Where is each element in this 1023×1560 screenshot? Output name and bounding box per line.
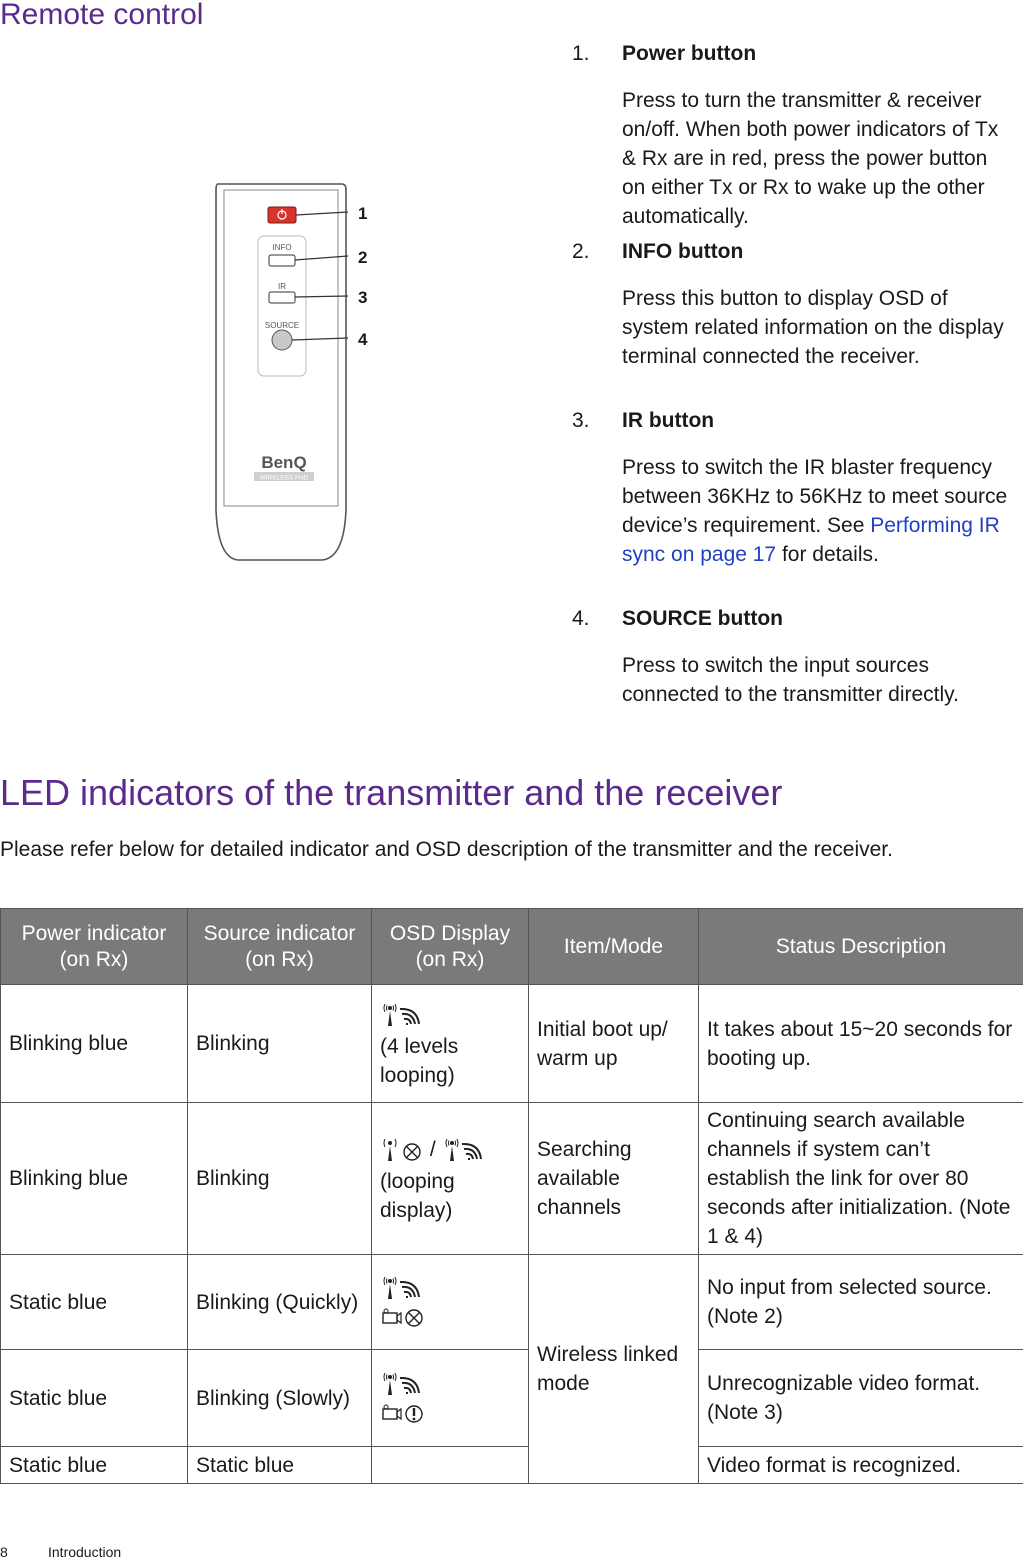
column-header: Power indicator (on Rx)	[1, 909, 188, 985]
info-button-description: Press this button to display OSD of system related information on the display terminal connected the receiver.	[622, 287, 1004, 368]
ir-button-title: IR button	[622, 409, 715, 432]
power-indicator-cell: Static blue	[1, 1255, 188, 1350]
signal-levels-icon	[380, 1371, 426, 1397]
ir-sync-link[interactable]: Performing IR sync on page 17	[622, 514, 1000, 566]
osd-display-cell	[372, 1255, 529, 1350]
source-button-description: Press to switch the input sources connected to the transmitter directly.	[622, 654, 959, 706]
table-row	[1, 1103, 1023, 1255]
ir-label: IR	[278, 282, 286, 291]
remote-control-heading: Remote control	[0, 0, 204, 31]
item-number: 2.	[572, 240, 590, 263]
led-indicators-heading: LED indicators of the transmitter and the receiver	[0, 772, 783, 813]
power-indicator-cell: Blinking blue	[1, 1103, 188, 1255]
status-description-cell: Video format is recognized.	[699, 1447, 1023, 1484]
source-indicator-cell: Static blue	[188, 1447, 372, 1484]
source-indicator-cell: Blinking (Slowly)	[188, 1350, 372, 1447]
callout-2: 2	[358, 248, 368, 267]
table-header-row	[1, 909, 1023, 985]
table-row	[1, 1447, 1023, 1484]
osd-display-note: (looping display)	[380, 1169, 455, 1222]
intro-text: Please refer below for detailed indicator and OSD description of the transmitter and the receiver.	[0, 838, 893, 861]
callout-1: 1	[358, 204, 368, 223]
status-description-cell: Continuing search available channels if system can’t establish the link for over 80 seconds after initialization. (Note 1 & 4)	[699, 1103, 1023, 1255]
item-number: 4.	[572, 607, 590, 630]
item-number: 3.	[572, 409, 590, 432]
ir-description-end: for details.	[776, 543, 879, 566]
video-warning-icon	[380, 1401, 426, 1425]
osd-display-note: (4 levels looping)	[380, 1034, 459, 1087]
column-header: OSD Display (on Rx)	[372, 909, 529, 985]
source-indicator-cell: Blinking	[188, 985, 372, 1103]
source-label: SOURCE	[264, 321, 300, 330]
no-video-icon	[380, 1305, 426, 1329]
column-header: Item/Mode	[529, 909, 699, 985]
table-row	[1, 1350, 1023, 1447]
remote-illustration	[212, 180, 348, 564]
column-header: Source indicator (on Rx)	[188, 909, 372, 985]
power-indicator-cell: Static blue	[1, 1350, 188, 1447]
osd-display-cell	[372, 985, 529, 1103]
osd-display-cell	[372, 1447, 529, 1484]
brand-subtitle: WIRELESS FHD	[259, 474, 309, 482]
table-row	[1, 985, 1023, 1103]
power-indicator-cell: Blinking blue	[1, 985, 188, 1103]
info-label: INFO	[272, 243, 292, 252]
ir-button-description	[622, 453, 1014, 569]
signal-levels-icon	[380, 1275, 426, 1301]
status-description-cell: It takes about 15~20 seconds for booting up.	[699, 985, 1023, 1103]
info-button-title: INFO button	[622, 240, 744, 263]
brand-logo: BenQ	[261, 453, 307, 472]
item-mode-cell: Searching available channels	[529, 1103, 699, 1255]
callout-3: 3	[358, 288, 368, 307]
signal-levels-icon	[442, 1137, 488, 1163]
table-row	[1, 1255, 1023, 1350]
power-button-title: Power button	[622, 42, 757, 65]
power-indicator-cell: Static blue	[1, 1447, 188, 1484]
osd-display-cell	[372, 1103, 529, 1255]
section-name: Introduction	[48, 1544, 122, 1560]
source-indicator-cell: Blinking (Quickly)	[188, 1255, 372, 1350]
source-indicator-cell: Blinking	[188, 1103, 372, 1255]
status-description-cell: No input from selected source. (Note 2)	[699, 1255, 1023, 1350]
item-mode-cell: Initial boot up/ warm up	[529, 985, 699, 1103]
ir-description-text: Press to switch the IR blaster frequency between 36KHz to 56KHz to meet source device’s requirement. See	[622, 456, 1008, 537]
osd-separator: /	[429, 1137, 436, 1161]
led-status-table	[0, 908, 1023, 1484]
item-mode-cell: Wireless linked mode	[529, 1255, 699, 1484]
page-number: 8	[0, 1544, 8, 1560]
signal-levels-icon	[380, 1002, 426, 1028]
status-description-cell: Unrecognizable video format. (Note 3)	[699, 1350, 1023, 1447]
osd-display-cell	[372, 1350, 529, 1447]
no-signal-icon	[380, 1137, 424, 1163]
power-button-description: Press to turn the transmitter & receiver on/off. When both power indicators of Tx & Rx are in red, press the power button on either Tx or Rx to wake up the other automatically.	[622, 89, 999, 228]
column-header: Status Description	[699, 909, 1023, 985]
callout-4: 4	[358, 330, 368, 349]
source-button-title: SOURCE button	[622, 607, 783, 630]
item-number: 1.	[572, 42, 590, 65]
